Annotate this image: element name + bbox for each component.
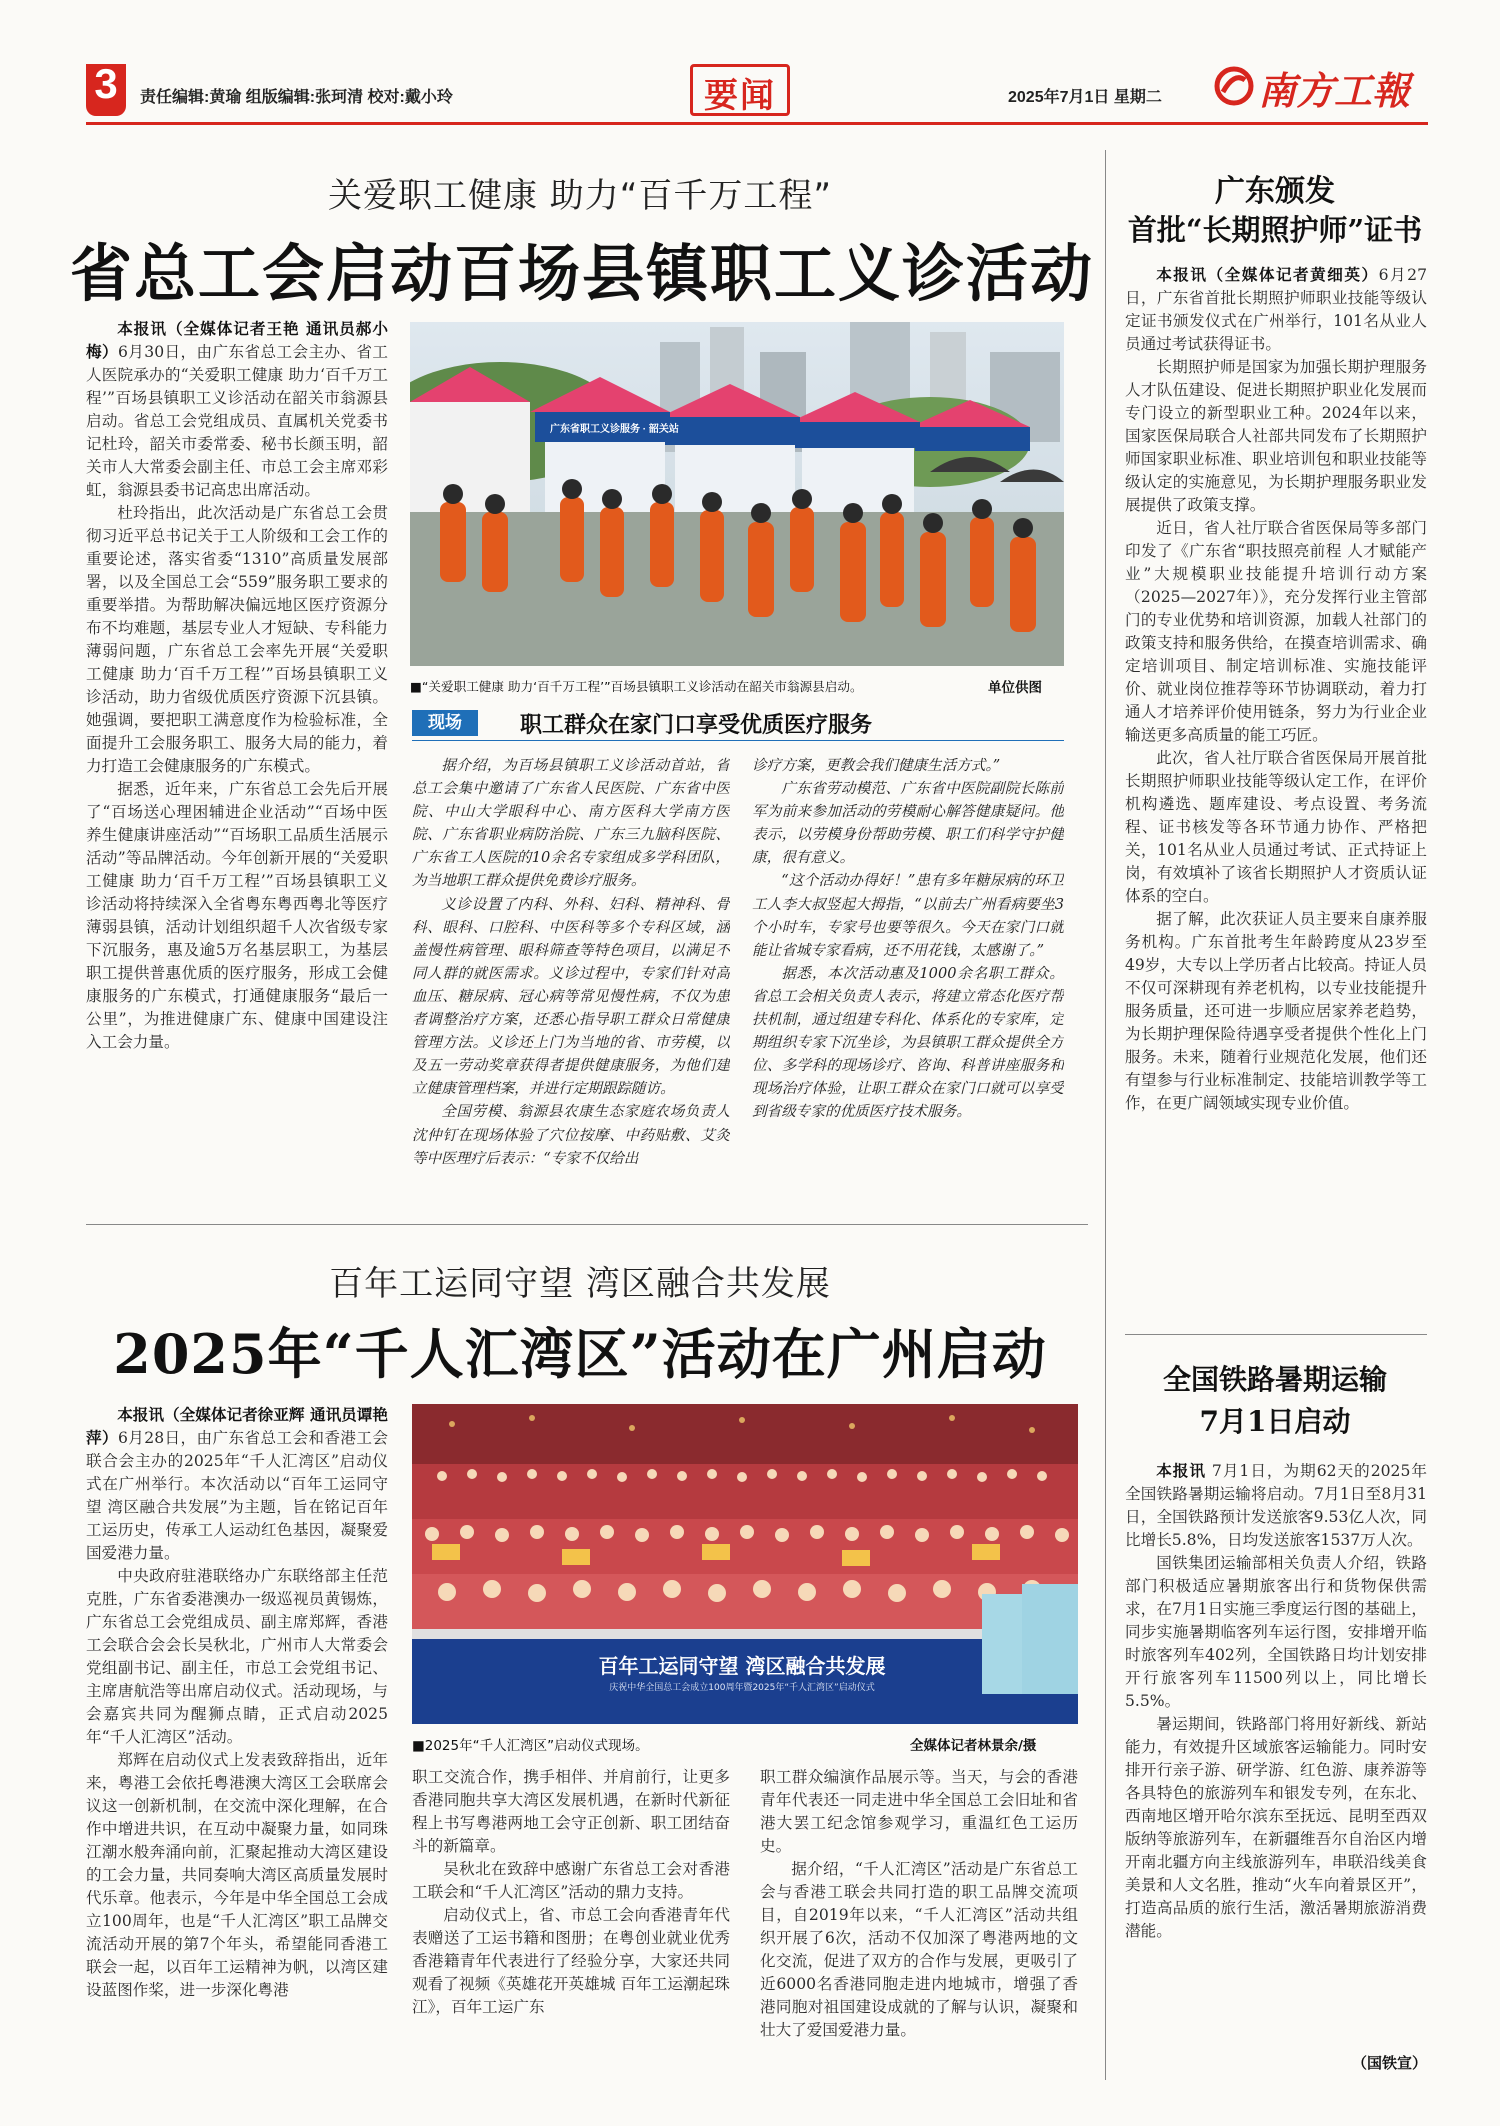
article1-photo bbox=[410, 322, 1064, 666]
article2-paragraph-6: 启动仪式上，省、市总工会向香港青年代表赠送了工运书籍和图册；在粤创业就业优秀香港籍青年代表进行了经验分享，大家还共同观看了视频《英雄花开英雄城 百年工运潮起珠江》，百年工运广东 bbox=[412, 1906, 730, 2016]
sidebar1-paragraph-2: 长期照护师是国家为加强长期护理服务人才队伍建设、促进长期照护职业化发展而专门设立的新型职业工种。2024年以来，国家医保局联合人社部共同发布了长期照护师国家职业标准、职业培训包和职业技能等级认定的实施意见，为长期护理服务职业发展提供了政策支撑。 bbox=[1125, 358, 1427, 514]
sidebar2-body bbox=[1125, 1460, 1427, 2050]
article1-body bbox=[86, 318, 388, 1218]
article1-paragraph-2: 杜玲指出，此次活动是广东省总工会贯彻习近平总书记关于工人阶级和工会工作的重要论述，落实省委“1310”高质量发展部署，以及全国总工会“559”服务职工要求的重要举措。为帮助解决偏远地区医疗资源分布不均难题，基层专业人才短缺、专科能力薄弱问题，广东省总工会率先开展“关爱职工健康 助力‘百千万工程’”百场县镇职工义诊活动，助力省级优质医疗资源下沉县镇。她强调，要把职工满意度作为检验标准，全面提升工会服务职工、服务大局的能力，着力打造工会健康服务的广东模式。 bbox=[86, 504, 388, 775]
scene-paragraph-5: 广东省劳动模范、广东省中医院副院长陈前军为前来参加活动的劳模耐心解答健康疑问。他表示，以劳模身份帮助劳模、职工们科学守护健康，很有意义。 bbox=[752, 780, 1064, 867]
article2-paragraph-4: 职工交流合作，携手相伴、并肩前行，让更多香港同胞共享大湾区发展机遇，在新时代新征程上书写粤港两地工会守正创新、职工团结奋斗的新篇章。 bbox=[412, 1768, 730, 1855]
article2-photo-credit: 全媒体记者林景余/摄 bbox=[910, 1738, 1037, 1754]
article2-column-2 bbox=[412, 1766, 730, 2080]
sidebar1-headline-line1: 广东颁发 bbox=[1215, 174, 1335, 209]
article2-paragraph-8: 据介绍，“千人汇湾区”活动是广东省总工会与香港工联会共同打造的职工品牌交流项目，自2019年以来，“千人汇湾区”活动共组织开展了6次，活动不仅加深了粤港两地的文化交流，促进了双方的合作与发展，更吸引了近6000名香港同胞走进内地城市，增强了香港同胞对祖国建设成就的了解与认识，凝聚和壮大了爱国爱港力量。 bbox=[760, 1860, 1078, 2039]
sidebar2-source: （国铁宣） bbox=[1351, 2054, 1427, 2072]
editors-line: 责任编辑:黄瑜 组版编辑:张珂清 校对:戴小玲 bbox=[140, 89, 453, 106]
photo2-banner-sub: 庆祝中华全国总工会成立100周年暨2025年“千人汇湾区”启动仪式 bbox=[609, 1683, 875, 1693]
sidebar1-body bbox=[1125, 264, 1427, 1328]
article2-byline: 本报讯（全媒体记者徐亚辉 通讯员谭艳萍） bbox=[86, 1406, 388, 1447]
article1-photo-credit: 单位供图 bbox=[988, 680, 1042, 696]
scene-paragraph-6: “这个活动办得好！”患有多年糖尿病的环卫工人李大叔竖起大拇指，“以前去广州看病要坐3个小时车，专家号也要等很久。今天在家门口就能让省城专家看病，还不用花钱，太感谢了。” bbox=[752, 872, 1064, 959]
scene-column-1 bbox=[412, 754, 730, 1224]
article1-headline: 省总工会启动百场县镇职工义诊活动 bbox=[70, 237, 1095, 310]
column-divider bbox=[1105, 150, 1106, 2080]
sidebar2-headline-line2: 7月1日启动 bbox=[1199, 1405, 1351, 1438]
scene-paragraph-2: 义诊设置了内科、外科、妇科、精神科、骨科、眼科、口腔科、中医科等多个专科区域，涵盖慢性病管理、眼科筛查等特色项目，以满足不同人群的就医需求。义诊过程中，专家们针对高血压、糖尿病、冠心病等常见慢性病，不仅为患者调整治疗方案，还悉心指导职工群众日常健康管理方法。义诊还上门为当地的省、市劳模，以及五一劳动奖章获得者提供健康服务，为他们建立健康管理档案，并进行定期跟踪随访。 bbox=[412, 895, 730, 1098]
article2-column-3 bbox=[760, 1766, 1078, 2080]
article2-paragraph-7: 职工群众编演作品展示等。当天，与会的香港青年代表还一同走进中华全国总工会旧址和省港大罢工纪念馆参观学习，重温红色工运历史。 bbox=[760, 1768, 1078, 1855]
article2-column-1 bbox=[86, 1404, 388, 2080]
article2-photo-caption: ■2025年“千人汇湾区”启动仪式现场。 bbox=[412, 1738, 649, 1754]
photo2-banner-main: 百年工运同守望 湾区融合共发展 bbox=[598, 1654, 886, 1678]
scene-title: 职工群众在家门口享受优质医疗服务 bbox=[520, 713, 873, 738]
sidebar2-paragraph-1: 7月1日，为期62天的2025年全国铁路暑期运输将启动。7月1日至8月31日，全国铁路预计发送旅客9.53亿人次，同比增长5.8%，日均发送旅客1537万人次。 bbox=[1125, 1462, 1427, 1549]
scene-paragraph-7: 据悉，本次活动惠及1000余名职工群众。省总工会相关负责人表示，将建立常态化医疗帮扶机制，通过组建专科化、体系化的专家库，定期组织专家下沉坐诊，为县镇职工群众提供全方位、多学科的现场诊疗、咨询、科普讲座服务和现场治疗体验，让职工群众在家门口就可以享受到省级专家的优质医疗技术服务。 bbox=[752, 964, 1064, 1121]
sidebar1-paragraph-5: 据了解，此次获证人员主要来自康养服务机构。广东首批考生年龄跨度从23岁至49岁，大专以上学历者占比较高。持证人员不仅可深耕现有养老机构，以专业技能提升服务质量，还可进一步顺应居家养老趋势，为长期护理保险待遇享受者提供个性化上门服务。未来，随着行业规范化发展，他们还有望参与行业标准制定、技能培训教学等工作，在更广阔领域实现专业价值。 bbox=[1125, 910, 1427, 1112]
photo1-banner-text: 广东省职工义诊服务 · 韶关站 bbox=[550, 424, 679, 435]
article2-paragraph-3: 郑辉在启动仪式上发表致辞指出，近年来，粤港工会依托粤港澳大湾区工会联席会议这一创新机制，在交流中深化理解，在合作中增进共识，在互动中凝聚力量，如同珠江潮水般奔涌向前，汇聚起推动大湾区建设的工会力量，共同奏响大湾区高质量发展时代乐章。他表示，今年是中华全国总工会成立100周年，也是“千人汇湾区”职工品牌交流活动开展的第7个年头，希望能同香港工联会一起，以百年工运精神为帆，以湾区建设蓝图作桨，进一步深化粤港 bbox=[86, 1751, 388, 1999]
article1-photo-caption: ■“关爱职工健康 助力‘百千万工程’”百场县镇职工义诊活动在韶关市翁源县启动。 bbox=[410, 679, 863, 694]
article1-kicker: 关爱职工健康 助力“百千万工程” bbox=[327, 176, 833, 216]
sidebar-divider bbox=[1125, 1334, 1427, 1335]
issue-date: 2025年7月1日 星期二 bbox=[1008, 89, 1162, 106]
scene-paragraph-3: 全国劳模、翁源县农康生态家庭农场负责人沈仲钉在现场体验了穴位按摩、中药贴敷、艾灸等中医理疗后表示：“专家不仅给出 bbox=[412, 1103, 730, 1167]
article2-kicker: 百年工运同守望 湾区融合共发展 bbox=[329, 1264, 831, 1304]
scene-tag: 现场 bbox=[412, 710, 478, 736]
sidebar2-byline: 本报讯 bbox=[1156, 1462, 1206, 1480]
sidebar1-headline-line2: 首批“长期照护师”证书 bbox=[1127, 213, 1423, 247]
section-name: 要闻 bbox=[704, 76, 776, 116]
scene-paragraph-1: 据介绍，为百场县镇职工义诊活动首站，省总工会集中邀请了广东省人民医院、广东省中医院、中山大学眼科中心、南方医科大学南方医院、广东省职业病防治院、广东三九脑科医院、广东省工人医院的10余名专家组成多学科团队，为当地职工群众提供免费诊疗服务。 bbox=[412, 757, 730, 890]
masthead-title: 南方工報 bbox=[1258, 68, 1411, 113]
sidebar1-byline: 本报讯（全媒体记者黄细英） bbox=[1156, 266, 1379, 284]
scene-rule bbox=[412, 740, 1064, 741]
sidebar1-paragraph-4: 此次，省人社厅联合省医保局开展首批长期照护师职业技能等级认定工作，在评价机构遴选、题库建设、考点设置、考务流程、证书核发等各环节通力协作、严格把关，101名从业人员通过考试、正式持证上岗，有效填补了该省长期照护人才资质认证体系的空白。 bbox=[1125, 749, 1427, 905]
scene-column-2 bbox=[752, 754, 1064, 1224]
article1-paragraph-3: 据悉，近年来，广东省总工会先后开展了“百场送心理困辅进企业活动”“百场中医养生健康讲座活动”“百场职工品质生活展示活动”等品牌活动。今年创新开展的“关爱职工健康 助力‘百千万工程’”百场县镇职工义诊活动将持续深入全省粤东粤西粤北等医疗薄弱县镇，活动计划组织超千人次省级专家下沉服务，惠及逾5万名基层职工，为基层职工提供普惠优质的医疗服务，形成工会健康服务的广东模式，打通健康服务“最后一公里”，为推进健康广东、健康中国建设注入工会力量。 bbox=[86, 780, 388, 1051]
article2-paragraph-2: 中央政府驻港联络办广东联络部主任范克胜，广东省委港澳办一级巡视员黄锡炼，广东省总工会党组成员、副主席郑辉，香港工会联合会会长吴秋北，广州市人大常委会党组副书记、副主任，市总工会党组书记、主席唐航浩等出席启动仪式。活动现场，与会嘉宾共同为醒狮点睛，正式启动2025年“千人汇湾区”活动。 bbox=[86, 1567, 388, 1746]
article2-headline: 2025年“千人汇湾区”活动在广州启动 bbox=[113, 1322, 1047, 1386]
sidebar2-headline-line1: 全国铁路暑期运输 bbox=[1162, 1363, 1387, 1396]
sidebar2-paragraph-3: 暑运期间，铁路部门将用好新线、新站能力，有效提升区域旅客运输能力。同时安排开行亲子游、研学游、红色游、康养游等各具特色的旅游列车和银发专列，在东北、西南地区增开哈尔滨东至抚远、昆明至西双版纳等旅游列车，在新疆维吾尔自治区内增开南北疆方向主线旅游列车，串联沿线美食美景和人文名胜，推动“火车向着景区开”，打造高品质的旅行生活，激活暑期旅游消费潜能。 bbox=[1125, 1715, 1427, 1940]
masthead-logo bbox=[1214, 66, 1254, 106]
article1-paragraph-1: 6月30日，由广东省总工会主办、省工人医院承办的“关爱职工健康 助力‘百千万工程’”百场县镇职工义诊活动在韶关市翁源县启动。省总工会党组成员、直属机关党委书记杜玲，韶关市委常委、秘书长颜玉明，韶关市人大常委会副主任、市总工会主席邓彩虹，翁源县委书记高忠出席活动。 bbox=[86, 343, 388, 499]
page-number: 3 bbox=[94, 60, 118, 107]
article2-paragraph-1: 6月28日，由广东省总工会和香港工会联合会主办的2025年“千人汇湾区”启动仪式在广州举行。本次活动以“百年工运同守望 湾区融合共发展”为主题，旨在铭记百年工运历史，传承工人运动红色基因，凝聚爱国爱港力量。 bbox=[86, 1429, 388, 1562]
header-rule bbox=[86, 122, 1428, 125]
article-divider bbox=[86, 1224, 1088, 1225]
article2-photo bbox=[412, 1404, 1078, 1724]
sidebar2-paragraph-2: 国铁集团运输部相关负责人介绍，铁路部门积极适应暑期旅客出行和货物保供需求，在7月1日实施三季度运行图的基础上，同步实施暑期临客列车运行图，安排增开临时旅客列车402列，全国铁路日均计划安排开行旅客列车11500列以上，同比增长5.5%。 bbox=[1125, 1554, 1427, 1710]
scene-paragraph-4: 诊疗方案，更教会我们健康生活方式。” bbox=[752, 757, 1001, 774]
article1-byline: 本报讯（全媒体记者王艳 通讯员郝小梅） bbox=[86, 320, 388, 361]
article2-paragraph-5: 吴秋北在致辞中感谢广东省总工会对香港工联会和“千人汇湾区”活动的鼎力支持。 bbox=[412, 1860, 730, 1901]
sidebar1-paragraph-1: 6月27日，广东省首批长期照护师职业技能等级认定证书颁发仪式在广州举行，101名从业人员通过考试获得证书。 bbox=[1125, 266, 1427, 353]
sidebar1-paragraph-3: 近日，省人社厅联合省医保局等多部门印发了《广东省“职技照亮前程 人才赋能产业”大规模职业技能提升培训行动方案（2025—2027年）》，充分发挥行业主管部门的专业优势和培训资源，加载人社部门的政策支持和服务供给，在摸查培训需求、确定培训项目、制定培训标准、实施技能评价、就业岗位推荐等环节协调联动，着力打通人才培养评价使用链条，努力为行业企业输送更多高质量的能工巧匠。 bbox=[1125, 519, 1427, 744]
